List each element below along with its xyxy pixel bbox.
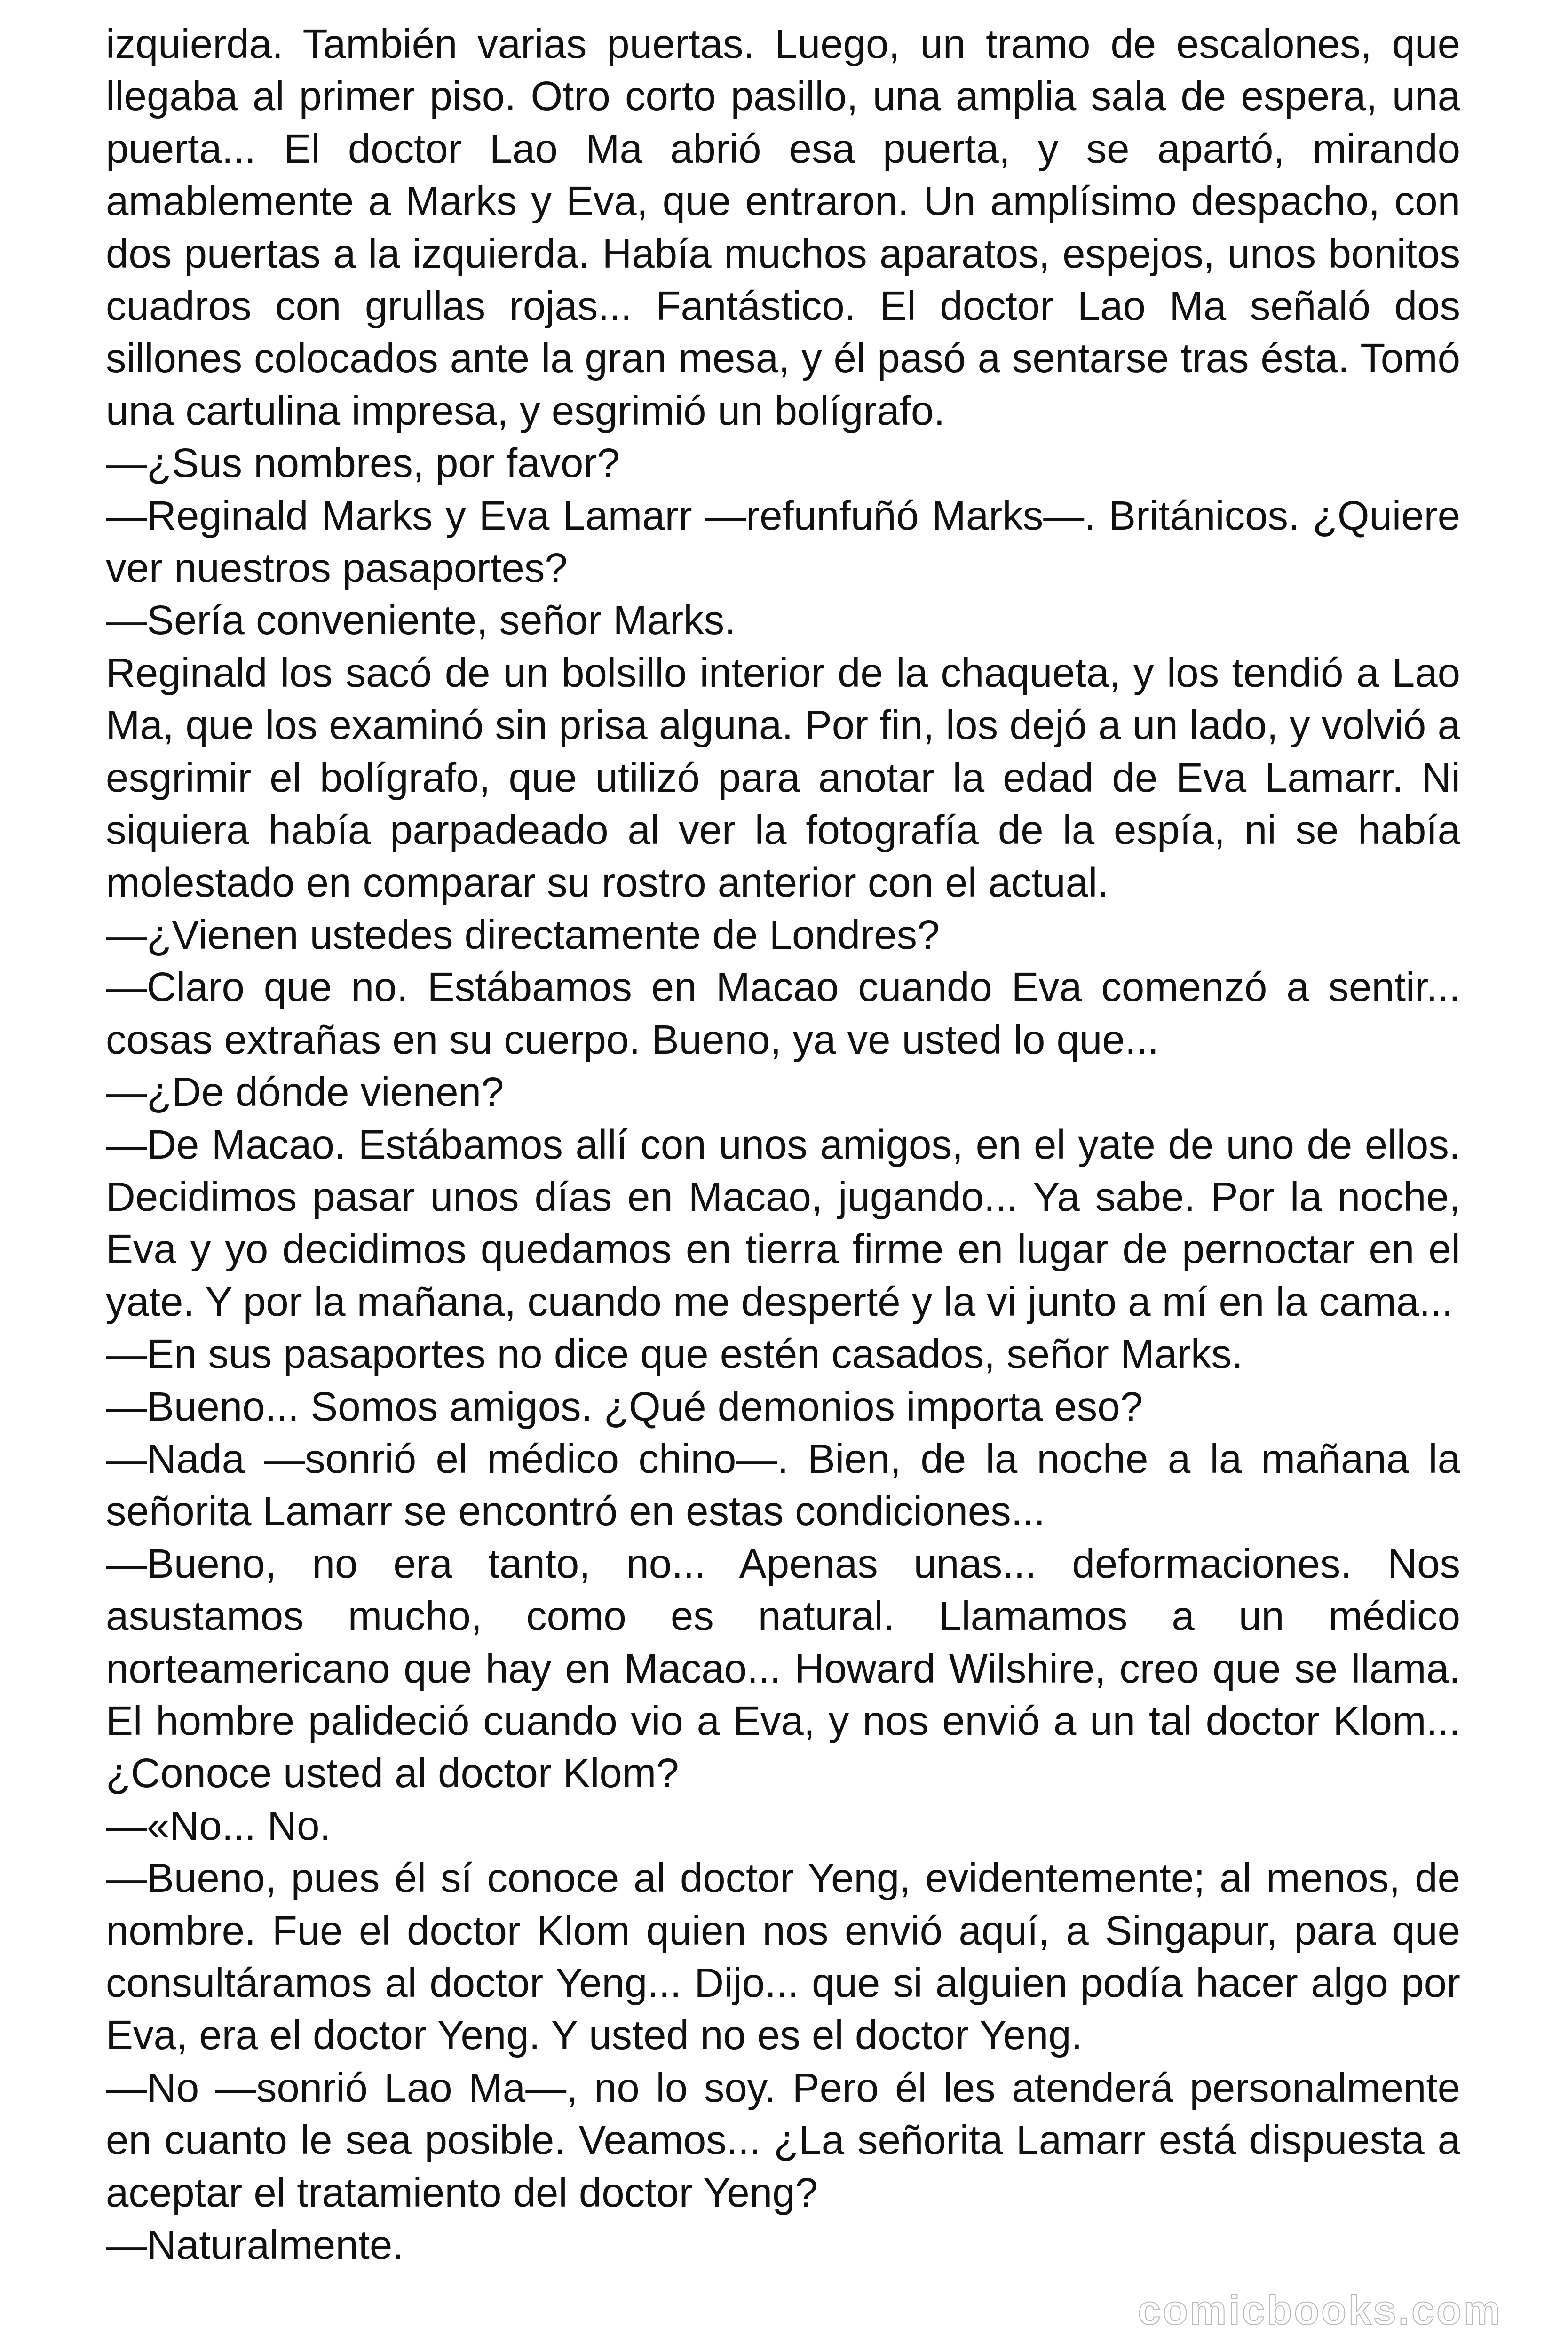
watermark: comicbooks.com — [1138, 2287, 1502, 2333]
paragraph: —Reginald Marks y Eva Lamarr —refunfuñó Marks—. Británicos. ¿Quiere ver nuestros pasaportes? — [106, 493, 1460, 591]
paragraph: izquierda. También varias puertas. Luego, un tramo de escalones, que llegaba al primer piso. Otro corto pasillo, una amplia sala de espera, una puerta... El doctor Lao Ma abrió esa puerta, y se apartó, mirando amablemente a Marks y Eva, que entraron. Un amplísimo despacho, con dos puertas a la izquierda. Había muchos aparatos, espejos, unos bonitos cuadros con grullas rojas... Fantástico. El doctor Lao Ma señaló dos sillones colocados ante la gran mesa, y él pasó a sentarse tras ésta. Tomó una cartulina impresa, y esgrimió un bolígrafo. — [106, 21, 1460, 434]
paragraph: —No —sonrió Lao Ma—, no lo soy. Pero él les atenderá personalmente en cuanto le sea posible. Veamos... ¿La señorita Lamarr está dispuesta a aceptar el tratamiento del doctor Yeng? — [106, 2065, 1460, 2216]
paragraph: —Sería conveniente, señor Marks. — [106, 597, 736, 644]
paragraph: —De Macao. Estábamos allí con unos amigos, en el yate de uno de ellos. Decidimos pasar unos días en Macao, jugando... Ya sabe. Por la noche, Eva y yo decidimos quedamos en tierra firme en lugar de pernoctar en el yate. Y por la mañana, cuando me desperté y la vi junto a mí en la cama... — [106, 1121, 1460, 1325]
paragraph: —«No... No. — [106, 1803, 331, 1849]
page-body — [106, 18, 1460, 2271]
paragraph: —¿Vienen ustedes directamente de Londres? — [106, 912, 940, 958]
paragraph: —Bueno, no era tanto, no... Apenas unas... deformaciones. Nos asustamos mucho, como es natural. Llamamos a un médico norteamericano que hay en Macao... Howard Wilshire, creo que se llama. El hombre palideció cuando vio a Eva, y nos envió a un tal doctor Klom... ¿Conoce usted al doctor Klom? — [106, 1541, 1460, 1796]
paragraph: —¿De dónde vienen? — [106, 1069, 504, 1115]
paragraph: —Bueno... Somos amigos. ¿Qué demonios importa eso? — [106, 1383, 1143, 1430]
paragraph: —¿Sus nombres, por favor? — [106, 440, 620, 486]
paragraph: —Nada —sonrió el médico chino—. Bien, de la noche a la mañana la señorita Lamarr se encontró en estas condiciones... — [106, 1436, 1460, 1534]
paragraph: —Naturalmente. — [106, 2222, 404, 2268]
paragraph: —En sus pasaportes no dice que estén casados, señor Marks. — [106, 1331, 1243, 1377]
paragraph: —Bueno, pues él sí conoce al doctor Yeng, evidentemente; al menos, de nombre. Fue el doctor Klom quien nos envió aquí, a Singapur, para que consultáramos al doctor Yeng... Dijo... que si alguien podía hacer algo por Eva, era el doctor Yeng. Y usted no es el doctor Yeng. — [106, 1855, 1460, 2058]
paragraph: Reginald los sacó de un bolsillo interior de la chaqueta, y los tendió a Lao Ma, que los examinó sin prisa alguna. Por fin, los dejó a un lado, y volvió a esgrimir el bolígrafo, que utilizó para anotar la edad de Eva Lamarr. Ni siquiera había parpadeado al ver la fotografía de la espía, ni se había molestado en comparar su rostro anterior con el actual. — [106, 650, 1460, 906]
paragraph: —Claro que no. Estábamos en Macao cuando Eva comenzó a sentir... cosas extrañas en su cuerpo. Bueno, ya ve usted lo que... — [106, 964, 1460, 1063]
